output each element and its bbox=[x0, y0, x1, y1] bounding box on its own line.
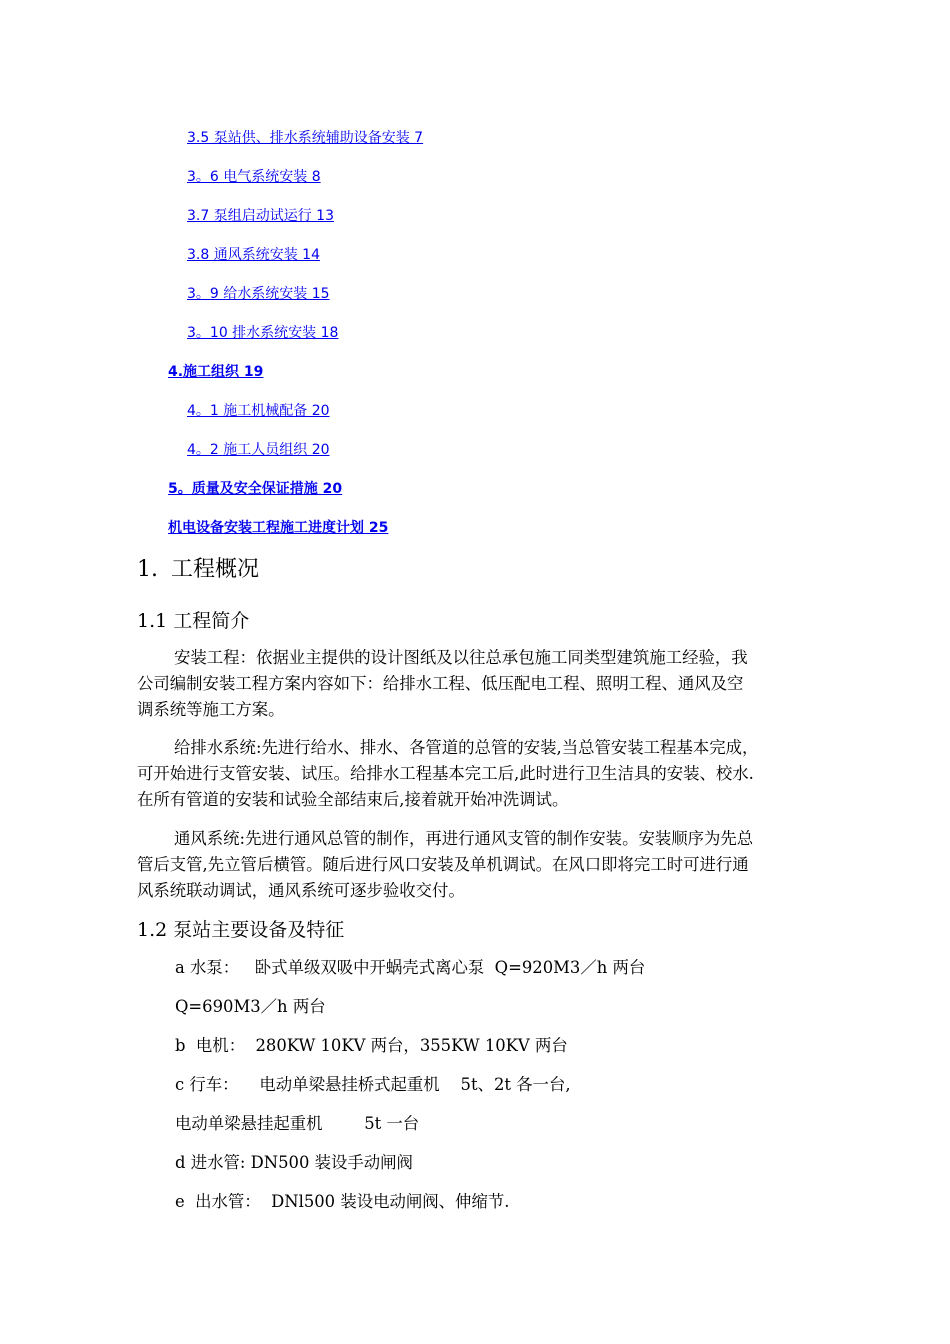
toc-link-4-2[interactable]: 4。2 施工人员组织 20 bbox=[187, 442, 330, 458]
toc-link-4-1[interactable]: 4。1 施工机械配备 20 bbox=[187, 403, 330, 419]
paragraph-line: 在所有管道的安装和试验全部结束后,接着就开始冲洗调试。 bbox=[137, 790, 569, 809]
paragraph-installation bbox=[137, 645, 859, 723]
section-number: 1. bbox=[137, 557, 158, 582]
paragraph-plumbing bbox=[137, 735, 859, 813]
equipment-pump-2: Q=690M3／h 两台 bbox=[175, 997, 326, 1016]
equipment-crane: c 行车： 电动单梁悬挂桥式起重机 5t、2t 各一台, bbox=[175, 1075, 571, 1094]
paragraph-line: 可开始进行支管安装、试压。给排水工程基本完工后,此时进行卫生洁具的安装、校水. bbox=[137, 764, 754, 783]
equipment-motor: b 电机： 280KW 10KV 两台，355KW 10KV 两台 bbox=[175, 1036, 568, 1055]
paragraph-line: 安装工程：依据业主提供的设计图纸及以往总承包施工同类型建筑施工经验，我 bbox=[174, 648, 748, 667]
paragraph-line: 管后支管,先立管后横管。随后进行风口安装及单机调试。在风口即将完工时可进行通 bbox=[137, 855, 749, 874]
toc-link-4[interactable]: 4.施工组织 19 bbox=[168, 364, 264, 380]
subsection-heading-1-2: 1.2 泵站主要设备及特征 bbox=[137, 919, 345, 941]
equipment-pump: a 水泵： 卧式单级双吸中开蜗壳式离心泵 Q=920M3／h 两台 bbox=[175, 958, 646, 977]
paragraph-line: 调系统等施工方案。 bbox=[137, 700, 285, 719]
section-heading-1 bbox=[137, 553, 259, 587]
toc-link-5[interactable]: 5。质量及安全保证措施 20 bbox=[168, 481, 343, 497]
subsection-heading-1-1: 1.1 工程简介 bbox=[137, 610, 250, 632]
paragraph-line: 通风系统:先进行通风总管的制作，再进行通风支管的制作安装。安装顺序为先总 bbox=[174, 829, 754, 848]
toc-link-3-8[interactable]: 3.8 通风系统安装 14 bbox=[187, 247, 320, 263]
equipment-outlet-pipe: e 出水管： DNl500 装设电动闸阀、伸缩节. bbox=[175, 1192, 510, 1211]
paragraph-line: 公司编制安装工程方案内容如下：给排水工程、低压配电工程、照明工程、通风及空 bbox=[137, 674, 744, 693]
section-title: 工程概况 bbox=[171, 557, 260, 582]
paragraph-line: 给排水系统:先进行给水、排水、各管道的总管的安装,当总管安装工程基本完成， bbox=[174, 738, 759, 757]
equipment-inlet-pipe: d 进水管: DN500 装设手动闸阀 bbox=[175, 1153, 413, 1172]
toc-link-3-10[interactable]: 3。10 排水系统安装 18 bbox=[187, 325, 339, 341]
equipment-crane-2: 电动单梁悬挂起重机 5t 一台 bbox=[175, 1114, 420, 1133]
toc-link-3-5[interactable]: 3.5 泵站供、排水系统辅助设备安装 7 bbox=[187, 130, 424, 146]
toc-link-3-7[interactable]: 3.7 泵组启动试运行 13 bbox=[187, 208, 334, 224]
paragraph-line: 风系统联动调试，通风系统可逐步验收交付。 bbox=[137, 881, 465, 900]
toc-link-3-9[interactable]: 3。9 给水系统安装 15 bbox=[187, 286, 330, 302]
paragraph-ventilation bbox=[137, 826, 859, 904]
toc-link-3-6[interactable]: 3。6 电气系统安装 8 bbox=[187, 169, 321, 185]
toc-link-schedule[interactable]: 机电设备安装工程施工进度计划 25 bbox=[168, 520, 389, 536]
